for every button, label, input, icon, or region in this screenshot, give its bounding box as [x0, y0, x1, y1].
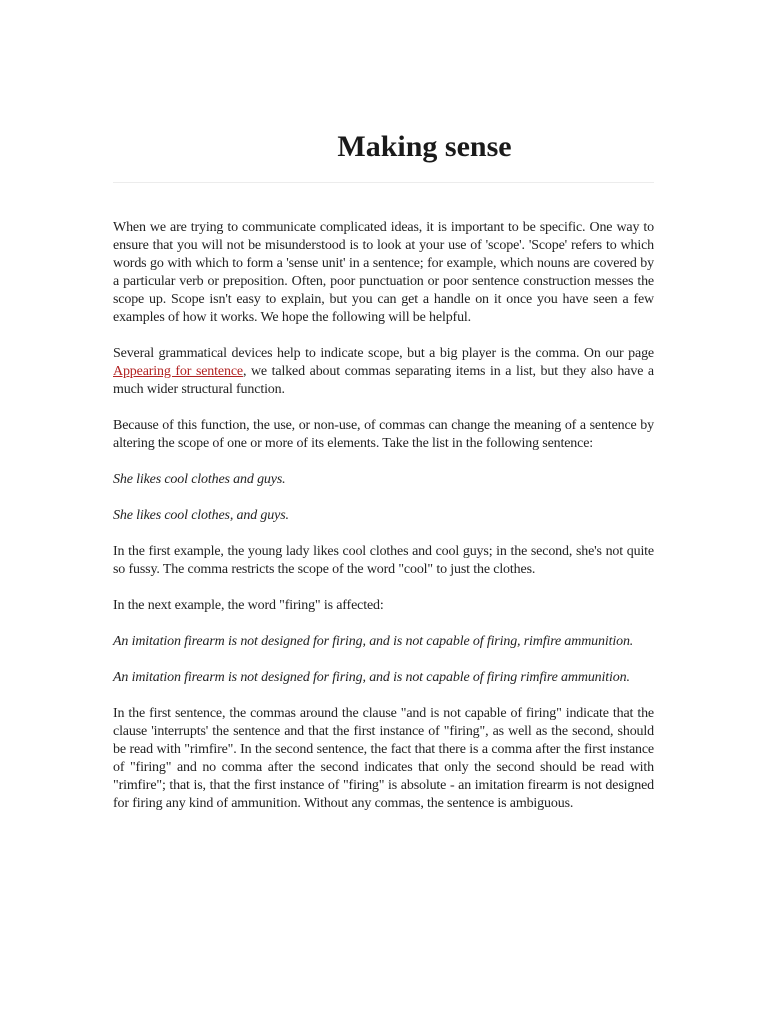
- example-sentence-2: She likes cool clothes, and guys.: [113, 508, 289, 523]
- example-sentence-4: An imitation firearm is not designed for firing, and is not capable of firing rimfire ammunition.: [113, 670, 630, 685]
- intro-paragraph: When we are trying to communicate complicated ideas, it is important to be specific. One way to ensure that you will not be misunderstood is to look at your use of 'scope'. 'Scope' refers to which words go with which to form a 'sense unit' in a sentence; for example, which nouns are covered by a particular verb or preposition. Often, poor punctuation or poor sentence construction messes the scope up. Scope isn't easy to explain, but you can get a handle on it once you have seen a few examples of how it works. We hope the following will be helpful.: [113, 220, 654, 325]
- example-sentence-3: An imitation firearm is not designed for firing, and is not capable of firing, rimfire ammunition.: [113, 634, 634, 649]
- analysis-paragraph: In the first sentence, the commas around the clause "and is not capable of firing" indicate that the clause 'interrupts' the sentence and that the first instance of "firing", as well as the second, should be read with "rimfire". In the second sentence, the fact that there is a comma after the first instance of "firing" and no comma after the second indicates that only the second should be read with "rimfire"; that is, that the first instance of "firing" is absolute - an imitation firearm is not designed for firing any kind of ammunition. Without any commas, the sentence is ambiguous.: [113, 706, 654, 811]
- explanation-paragraph: In the first example, the young lady likes cool clothes and cool guys; in the second, she's not quite so fussy. The comma restricts the scope of the word "cool" to just the clothes.: [113, 544, 654, 577]
- title-divider: [113, 182, 654, 183]
- page-title: Making sense: [337, 130, 512, 163]
- appearing-for-sentence-link[interactable]: Appearing for sentence: [113, 364, 243, 379]
- comma-paragraph-text-end: , we talked about commas separating items in a list, but they also have a much wider structural function.: [113, 364, 654, 397]
- example-sentence-1: She likes cool clothes and guys.: [113, 472, 286, 487]
- next-example-paragraph: In the next example, the word "firing" is affected:: [113, 598, 384, 613]
- comma-paragraph: [113, 345, 654, 399]
- function-paragraph: Because of this function, the use, or non-use, of commas can change the meaning of a sentence by altering the scope of one or more of its elements. Take the list in the following sentence:: [113, 418, 654, 451]
- comma-paragraph-text-start: Several grammatical devices help to indicate scope, but a big player is the comma. On our page: [113, 346, 654, 361]
- article-body: [113, 219, 654, 831]
